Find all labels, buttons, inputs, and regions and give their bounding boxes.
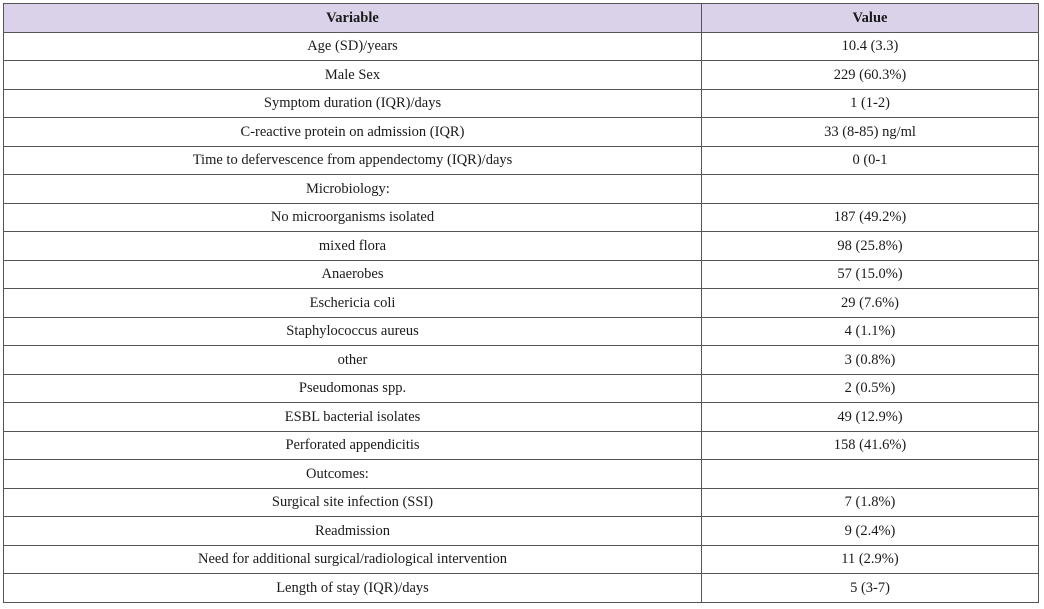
table-row bbox=[4, 203, 1039, 232]
variable-cell: Length of stay (IQR)/days bbox=[4, 574, 702, 603]
table-row bbox=[4, 61, 1039, 90]
value-cell: 229 (60.3%) bbox=[702, 61, 1039, 90]
value-cell: 9 (2.4%) bbox=[702, 517, 1039, 546]
column-header-variable: Variable bbox=[4, 4, 702, 33]
table-row bbox=[4, 574, 1039, 603]
value-cell: 7 (1.8%) bbox=[702, 488, 1039, 517]
variable-cell: Readmission bbox=[4, 517, 702, 546]
table-row bbox=[4, 517, 1039, 546]
section-label: Microbiology: bbox=[4, 175, 702, 204]
section-row bbox=[4, 460, 1039, 489]
value-cell: 10.4 (3.3) bbox=[702, 32, 1039, 61]
table-row bbox=[4, 232, 1039, 261]
table-row bbox=[4, 146, 1039, 175]
section-row bbox=[4, 175, 1039, 204]
variable-cell: Symptom duration (IQR)/days bbox=[4, 89, 702, 118]
value-cell: 33 (8-85) ng/ml bbox=[702, 118, 1039, 147]
value-cell: 11 (2.9%) bbox=[702, 545, 1039, 574]
value-cell: 187 (49.2%) bbox=[702, 203, 1039, 232]
variable-cell: No microorganisms isolated bbox=[4, 203, 702, 232]
column-header-value: Value bbox=[702, 4, 1039, 33]
value-cell: 5 (3-7) bbox=[702, 574, 1039, 603]
header-row bbox=[4, 4, 1039, 33]
value-cell: 98 (25.8%) bbox=[702, 232, 1039, 261]
table-row bbox=[4, 317, 1039, 346]
variable-cell: Staphylococcus aureus bbox=[4, 317, 702, 346]
value-cell: 4 (1.1%) bbox=[702, 317, 1039, 346]
value-cell: 57 (15.0%) bbox=[702, 260, 1039, 289]
table-row bbox=[4, 545, 1039, 574]
value-cell bbox=[702, 460, 1039, 489]
value-cell bbox=[702, 175, 1039, 204]
value-cell: 3 (0.8%) bbox=[702, 346, 1039, 375]
table-body bbox=[4, 32, 1039, 602]
variable-cell: other bbox=[4, 346, 702, 375]
variable-cell: Eschericia coli bbox=[4, 289, 702, 318]
variable-cell: mixed flora bbox=[4, 232, 702, 261]
variable-cell: Anaerobes bbox=[4, 260, 702, 289]
value-cell: 0 (0-1 bbox=[702, 146, 1039, 175]
table-row bbox=[4, 118, 1039, 147]
variable-cell: Pseudomonas spp. bbox=[4, 374, 702, 403]
variable-cell: Male Sex bbox=[4, 61, 702, 90]
variable-cell: Time to defervescence from appendectomy (IQR)/days bbox=[4, 146, 702, 175]
variable-cell: ESBL bacterial isolates bbox=[4, 403, 702, 432]
table-row bbox=[4, 260, 1039, 289]
table-row bbox=[4, 403, 1039, 432]
value-cell: 1 (1-2) bbox=[702, 89, 1039, 118]
variable-cell: C-reactive protein on admission (IQR) bbox=[4, 118, 702, 147]
table-row bbox=[4, 32, 1039, 61]
value-cell: 49 (12.9%) bbox=[702, 403, 1039, 432]
variable-cell: Surgical site infection (SSI) bbox=[4, 488, 702, 517]
table-row bbox=[4, 289, 1039, 318]
value-cell: 158 (41.6%) bbox=[702, 431, 1039, 460]
value-cell: 2 (0.5%) bbox=[702, 374, 1039, 403]
table-row bbox=[4, 89, 1039, 118]
table-row bbox=[4, 374, 1039, 403]
results-table bbox=[3, 3, 1039, 603]
variable-cell: Need for additional surgical/radiological intervention bbox=[4, 545, 702, 574]
table-row bbox=[4, 488, 1039, 517]
table-header bbox=[4, 4, 1039, 33]
variable-cell: Perforated appendicitis bbox=[4, 431, 702, 460]
results-table-container bbox=[3, 3, 1039, 603]
table-row bbox=[4, 346, 1039, 375]
variable-cell: Age (SD)/years bbox=[4, 32, 702, 61]
value-cell: 29 (7.6%) bbox=[702, 289, 1039, 318]
section-label: Outcomes: bbox=[4, 460, 702, 489]
table-row bbox=[4, 431, 1039, 460]
